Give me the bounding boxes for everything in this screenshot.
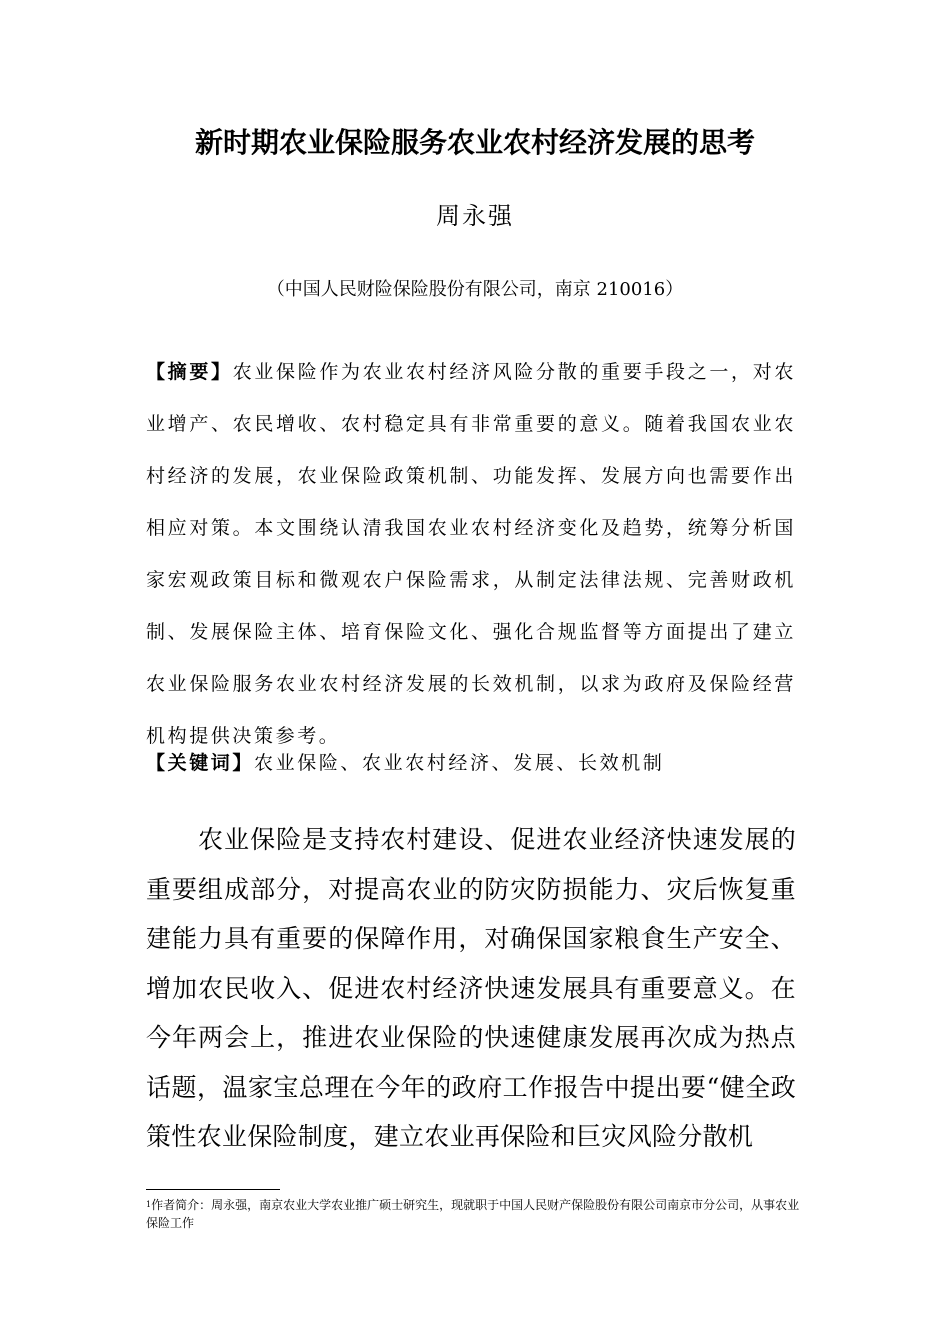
body-paragraph: 农业保险是支持农村建设、促进农业经济快速发展的重要组成部分，对提高农业的防灾防损能力、灾后恢复重建能力具有重要的保障作用，对确保国家粮食生产安全、增加农民收入、促进农村经济快速发展具有重要意义。在今年两会上，推进农业保险的快速健康发展再次成为热点话题，温家宝总理在今年的政府工作报告中提出要“健全政策性农业保险制度，建立农业再保险和巨灾风险分散机: [146, 825, 796, 1151]
keywords-label: 【关键词】: [146, 752, 255, 774]
footnote-marker: 1: [146, 1200, 152, 1209]
abstract-label: 【摘要】: [146, 361, 233, 383]
keywords: [146, 737, 796, 789]
footnote: [146, 1196, 806, 1232]
footnote-text: 作者简介：周永强，南京农业大学农业推广硕士研究生，现就职于中国人民财产保险股份有限公司南京市分公司，从事农业保险工作: [146, 1198, 800, 1230]
abstract-text: 农业保险作为农业农村经济风险分散的重要手段之一，对农业增产、农民增收、农村稳定具有非常重要的意义。随着我国农业农村经济的发展，农业保险政策机制、功能发挥、发展方向也需要作出相应对策。本文围绕认清我国农业农村经济变化及趋势，统筹分析国家宏观政策目标和微观农户保险需求，从制定法律法规、完善财政机制、发展保险主体、培育保险文化、强化合规监督等方面提出了建立农业保险服务农业农村经济发展的长效机制，以求为政府及保险经营机构提供决策参考。: [146, 361, 796, 747]
abstract: [146, 346, 796, 762]
keywords-text: 农业保险、农业农村经济、发展、长效机制: [254, 752, 665, 774]
page-title: 新时期农业保险服务农业农村经济发展的思考: [194, 126, 755, 159]
author-affiliation: （中国人民财险保险股份有限公司，南京 210016）: [266, 279, 684, 300]
footnote-divider: [146, 1189, 280, 1190]
author-name: 周永强: [436, 202, 514, 230]
